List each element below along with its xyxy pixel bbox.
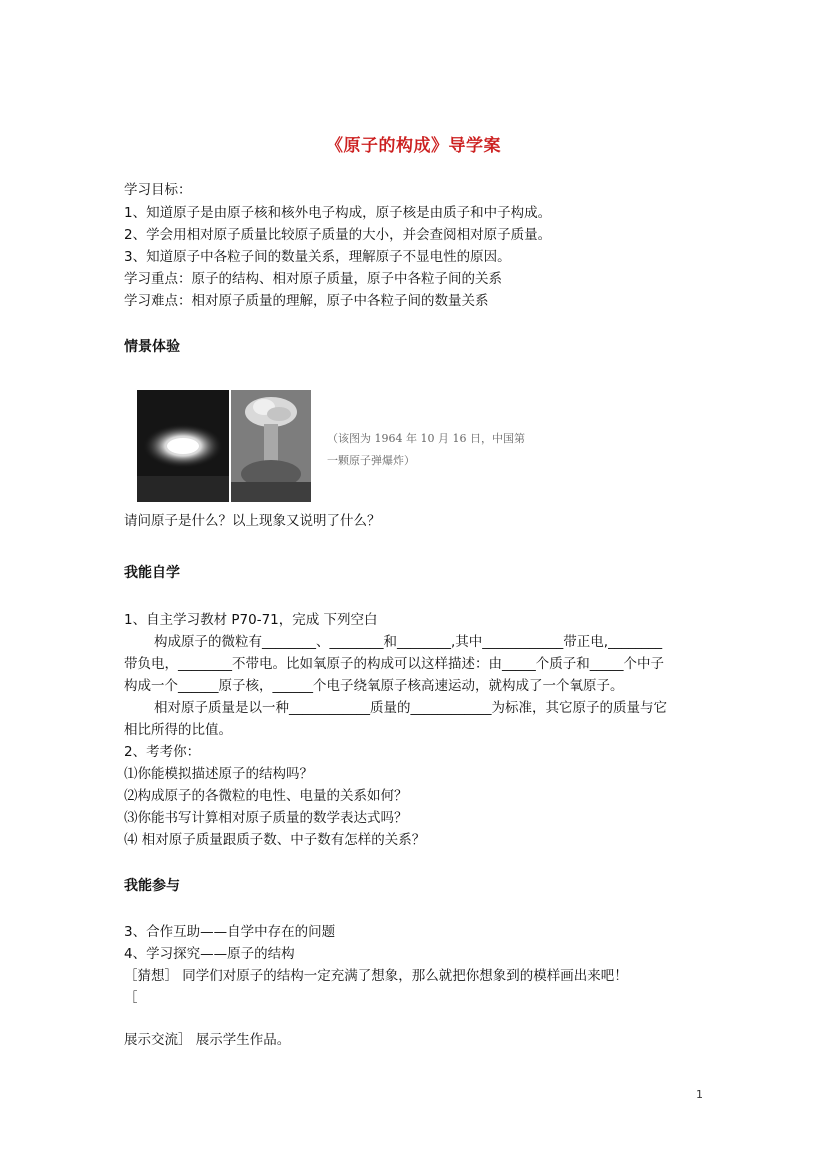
section-heading-self-study: 我能自学 bbox=[124, 565, 180, 581]
section-heading-scene: 情景体验 bbox=[124, 339, 180, 355]
fill-blank-line: 构成一个______原子核，______个电子绕氧原子核高速运动，就构成了一个氧原子。 bbox=[124, 678, 624, 694]
goals-heading: 学习目标： bbox=[124, 182, 192, 198]
page-number: 1 bbox=[696, 1088, 703, 1101]
figure-caption: 一颗原子弹爆炸） bbox=[327, 454, 415, 467]
document-title: 《原子的构成》导学案 bbox=[326, 136, 501, 156]
goal-item: 2、学会用相对原子质量比较原子质量的大小，并会查阅相对原子质量。 bbox=[124, 227, 552, 243]
mushroom-cloud-photo bbox=[231, 390, 311, 502]
fill-blank-line: 带负电，________不带电。比如氧原子的构成可以这样描述：由_____个质子和_____个中子 bbox=[124, 656, 664, 672]
question-item: ⑷ 相对原子质量跟质子数、中子数有怎样的关系？ bbox=[124, 832, 426, 848]
participate-item: 3、合作互助——自学中存在的问题 bbox=[124, 924, 336, 940]
goal-item: 3、知道原子中各粒子间的数量关系，理解原子不显电性的原因。 bbox=[124, 249, 511, 265]
question-item: ⑶你能书写计算相对原子质量的数学表达式吗？ bbox=[124, 810, 408, 826]
fill-blank-line: 相比所得的比值。 bbox=[124, 722, 232, 738]
explosion-photo bbox=[137, 390, 229, 502]
fill-blank-line: 相对原子质量是以一种____________质量的____________为标准，其它原子的质量与它 bbox=[154, 700, 667, 716]
section-heading-participate: 我能参与 bbox=[124, 878, 180, 894]
atomic-bomb-figure bbox=[137, 390, 525, 502]
self-study-item: 2、考考你： bbox=[124, 744, 201, 760]
bracket-text: ［ bbox=[124, 990, 138, 1006]
figure-caption: （该图为 1964 年 10 月 16 日，中国第 bbox=[327, 432, 525, 445]
guess-text: ［猜想］ 同学们对原子的结构一定充满了想象，那么就把你想象到的模样画出来吧！ bbox=[124, 968, 628, 984]
difficult-point: 学习难点：相对原子质量的理解，原子中各粒子间的数量关系 bbox=[124, 293, 489, 309]
self-study-item: 1、自主学习教材 P70-71，完成 下列空白 bbox=[124, 612, 378, 628]
question-item: ⑴你能模拟描述原子的结构吗？ bbox=[124, 766, 313, 782]
show-text: 展示交流］ 展示学生作品。 bbox=[124, 1032, 291, 1048]
scene-question: 请问原子是什么？以上现象又说明了什么？ bbox=[124, 513, 381, 529]
key-point: 学习重点：原子的结构、相对原子质量，原子中各粒子间的关系 bbox=[124, 271, 502, 287]
fill-blank-line: 构成原子的微粒有________、________和________,其中____________带正电,________ bbox=[154, 634, 663, 650]
question-item: ⑵构成原子的各微粒的电性、电量的关系如何？ bbox=[124, 788, 408, 804]
participate-item: 4、学习探究——原子的结构 bbox=[124, 946, 295, 962]
goal-item: 1、知道原子是由原子核和核外电子构成，原子核是由质子和中子构成。 bbox=[124, 205, 552, 221]
